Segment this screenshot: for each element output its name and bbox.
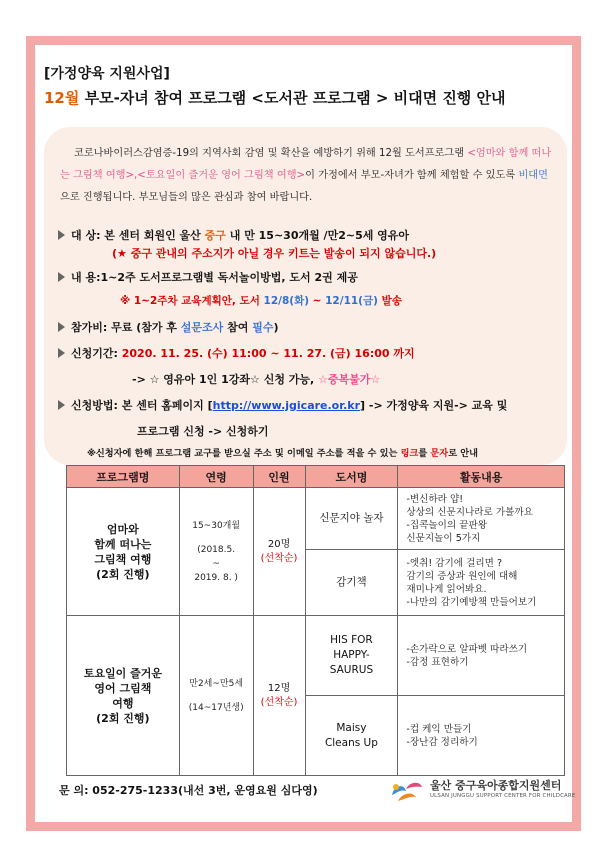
activity-line: -컵 케익 만들기 <box>406 723 472 735</box>
program-people-2 <box>253 616 305 776</box>
book-title-line: Maisy <box>336 721 367 734</box>
program-name-line: 토요일이 즐거운 <box>83 666 162 680</box>
program-people-1 <box>253 488 305 616</box>
center-name-english: ULSAN JUNGGU SUPPORT CENTER FOR CHILDCARE <box>430 793 576 799</box>
program-age-1 <box>179 488 253 616</box>
intro-text-3: 으로 진행됩니다. 부모님들의 많은 관심과 참여 바랍니다. <box>60 192 313 203</box>
program-name-line: 여행 <box>112 696 134 710</box>
target-line <box>58 227 409 243</box>
method-line <box>58 397 507 413</box>
program-name-line: 영어 그림책 <box>94 681 152 695</box>
schedule-suffix: 발송 <box>377 295 402 307</box>
age-line: 만2세~만5세 <box>189 678 244 689</box>
program-table <box>66 465 565 776</box>
age-line: (2018.5. <box>197 544 236 555</box>
intro-paragraph <box>60 143 555 209</box>
period-dates: 2020. 11. 25. (수) 11:00 ~ 11. 27. (금) 16:00 까지 <box>121 347 415 360</box>
age-line: 2019. 8. ) <box>194 572 238 583</box>
method-label: 신청방법: 본 센터 홈페이지 [ <box>71 399 213 412</box>
fee-end: ) <box>273 321 279 334</box>
method-rest: ] -> 가정양육 지원-> 교육 및 <box>360 399 508 412</box>
center-logo-icon <box>388 777 426 807</box>
program-name-line: 엄마와 <box>106 522 139 536</box>
activity-line: -손가락으로 알파벳 따라쓰기 <box>406 643 528 655</box>
program-name-2 <box>67 616 180 776</box>
period-line <box>58 345 415 361</box>
notice-sms: 문자 <box>430 448 449 459</box>
book-title: 감기책 <box>305 550 398 616</box>
content-label: 내 용:1~2주 도서프로그램별 독서놀이방법, 도서 2권 제공 <box>71 271 358 284</box>
center-logo <box>388 775 578 809</box>
age-spacer <box>180 533 253 543</box>
activity-cell <box>398 616 565 696</box>
header-people: 인원 <box>253 466 305 488</box>
age-line: 15~30개월 <box>192 520 241 531</box>
method-line2: 프로그램 신청 -> 신청하기 <box>137 425 269 438</box>
age-line: (14~17년생) <box>188 702 244 713</box>
target-rest: 내 만 15~30개월 /만2~5세 영유아 <box>225 229 410 242</box>
activity-line: -감정 표현하기 <box>406 656 469 668</box>
notice-text <box>87 445 478 459</box>
first-come-label: (선착순) <box>260 696 298 708</box>
poster-frame <box>26 36 581 831</box>
activity-line: -나만의 감기예방책 만들어보기 <box>406 596 537 608</box>
fee-survey: 설문조사 <box>180 321 224 334</box>
notice-prefix: ※신청자에 한해 프로그램 교구를 받으실 주소 및 이메일 주소를 적을 수 있는 <box>87 448 401 459</box>
period-label: 신청기간: <box>71 347 122 360</box>
title-month: 12월 <box>44 89 80 107</box>
title-text: 부모-자녀 참여 프로그램 <도서관 프로그램 > 비대면 진행 안내 <box>79 89 506 107</box>
target-label: 대 상: 본 센터 회원인 울산 <box>71 229 205 242</box>
poster-content <box>35 45 576 822</box>
target-district: 중구 <box>204 229 226 242</box>
program-name-line: (2회 진행) <box>96 567 150 581</box>
table-row <box>67 616 565 696</box>
schedule-date2: 12/11(금) <box>325 295 378 307</box>
intro-nonface: 비대면 <box>518 170 548 181</box>
triangle-bullet-icon <box>58 348 65 358</box>
fee-label: 참가비: 무료 (참가 후 <box>71 321 181 334</box>
triangle-bullet-icon <box>58 400 65 410</box>
limit-text: -> ☆ 영유아 1인 1강좌☆ 신청 가능, <box>132 373 319 386</box>
homepage-link[interactable]: http://www.jgicare.or.kr <box>212 399 361 412</box>
triangle-bullet-icon <box>58 272 65 282</box>
header-age: 연령 <box>179 466 253 488</box>
contact-info: 문 의: 052-275-1233(내선 3번, 운영요원 심다영) <box>59 784 318 797</box>
book-title-line: SAURUS <box>329 664 374 676</box>
content-line <box>58 269 358 285</box>
activity-cell <box>398 696 565 776</box>
header-activity: 활동내용 <box>398 466 565 488</box>
program-name-line: 그림책 여행 <box>94 552 152 566</box>
intro-text-1: 코로나바이러스감염증-19의 지역사회 감염 및 확산을 예방하기 위해 12월 도서프로그램 <box>74 148 468 159</box>
notice-middle: 를 <box>418 448 431 459</box>
center-name: 울산 중구육아종합지원센터 <box>430 779 562 792</box>
program-age-2 <box>179 616 253 776</box>
activity-line: 신문지놀이 5가지 <box>406 532 481 544</box>
header-book: 도서명 <box>305 466 398 488</box>
first-come-label: (선착순) <box>260 552 298 564</box>
book-title <box>305 696 398 776</box>
book-title-line: HAPPY- <box>333 649 370 661</box>
triangle-bullet-icon <box>58 322 65 332</box>
intro-programs: <엄마와 함께 떠나는 그림책 여행>,<토요일이 즐거운 영어 그림책 여행> <box>60 148 552 181</box>
program-name-1 <box>67 488 180 616</box>
book-title-line: HIS FOR <box>330 634 373 646</box>
activity-line: 감기의 증상과 원인에 대해 <box>406 570 518 582</box>
activity-line: -변신하라 얍! <box>406 493 464 505</box>
activity-cell <box>398 550 565 616</box>
people-count: 20명 <box>267 538 291 550</box>
activity-line: -장난감 정리하기 <box>406 736 478 748</box>
schedule-date1: 12/8(화) <box>263 295 310 307</box>
schedule-tilde: ~ <box>309 295 326 307</box>
schedule-prefix: ※ 1~2주차 교육계획안, 도서 <box>120 295 264 307</box>
target-warning: (★ 중구 관내의 주소지가 아닐 경우 키트는 발송이 되지 않습니다.) <box>112 247 437 260</box>
intro-text-2: 이 가정에서 부모-자녀가 함께 체험할 수 있도록 <box>305 170 519 181</box>
header-program: 프로그램명 <box>67 466 180 488</box>
program-name-line: 함께 떠나는 <box>94 537 152 551</box>
notice-suffix: 로 안내 <box>448 448 479 459</box>
no-duplicate: ☆중복불가☆ <box>318 373 381 386</box>
activity-cell <box>398 488 565 550</box>
activity-line: -집콕놀이의 끝판왕 <box>406 519 488 531</box>
book-title-line: Cleans Up <box>324 736 378 749</box>
activity-line: 상상의 신문지나라로 가볼까요 <box>406 506 533 518</box>
table-header-row <box>67 466 565 488</box>
program-tag: [가정양육 지원사업] <box>44 66 170 82</box>
book-title: 신문지야 놀자 <box>305 488 398 550</box>
age-spacer <box>180 691 253 701</box>
table-row <box>67 488 565 550</box>
triangle-bullet-icon <box>58 230 65 240</box>
fee-required: 필수 <box>252 321 274 334</box>
activity-line: -엣취! 감기에 걸리면 ? <box>406 557 503 569</box>
info-panel <box>44 127 567 465</box>
page-title <box>44 87 506 108</box>
program-name-line: (2회 진행) <box>96 711 150 725</box>
book-title <box>305 616 398 696</box>
notice-link: 링크 <box>400 448 419 459</box>
age-line: ~ <box>212 558 220 569</box>
activity-line: 재미나게 읽어봐요. <box>406 583 487 595</box>
period-limit <box>132 371 380 387</box>
fee-line <box>58 319 279 335</box>
people-count: 12명 <box>267 682 291 694</box>
content-schedule <box>120 293 402 308</box>
fee-middle: 참여 <box>223 321 253 334</box>
